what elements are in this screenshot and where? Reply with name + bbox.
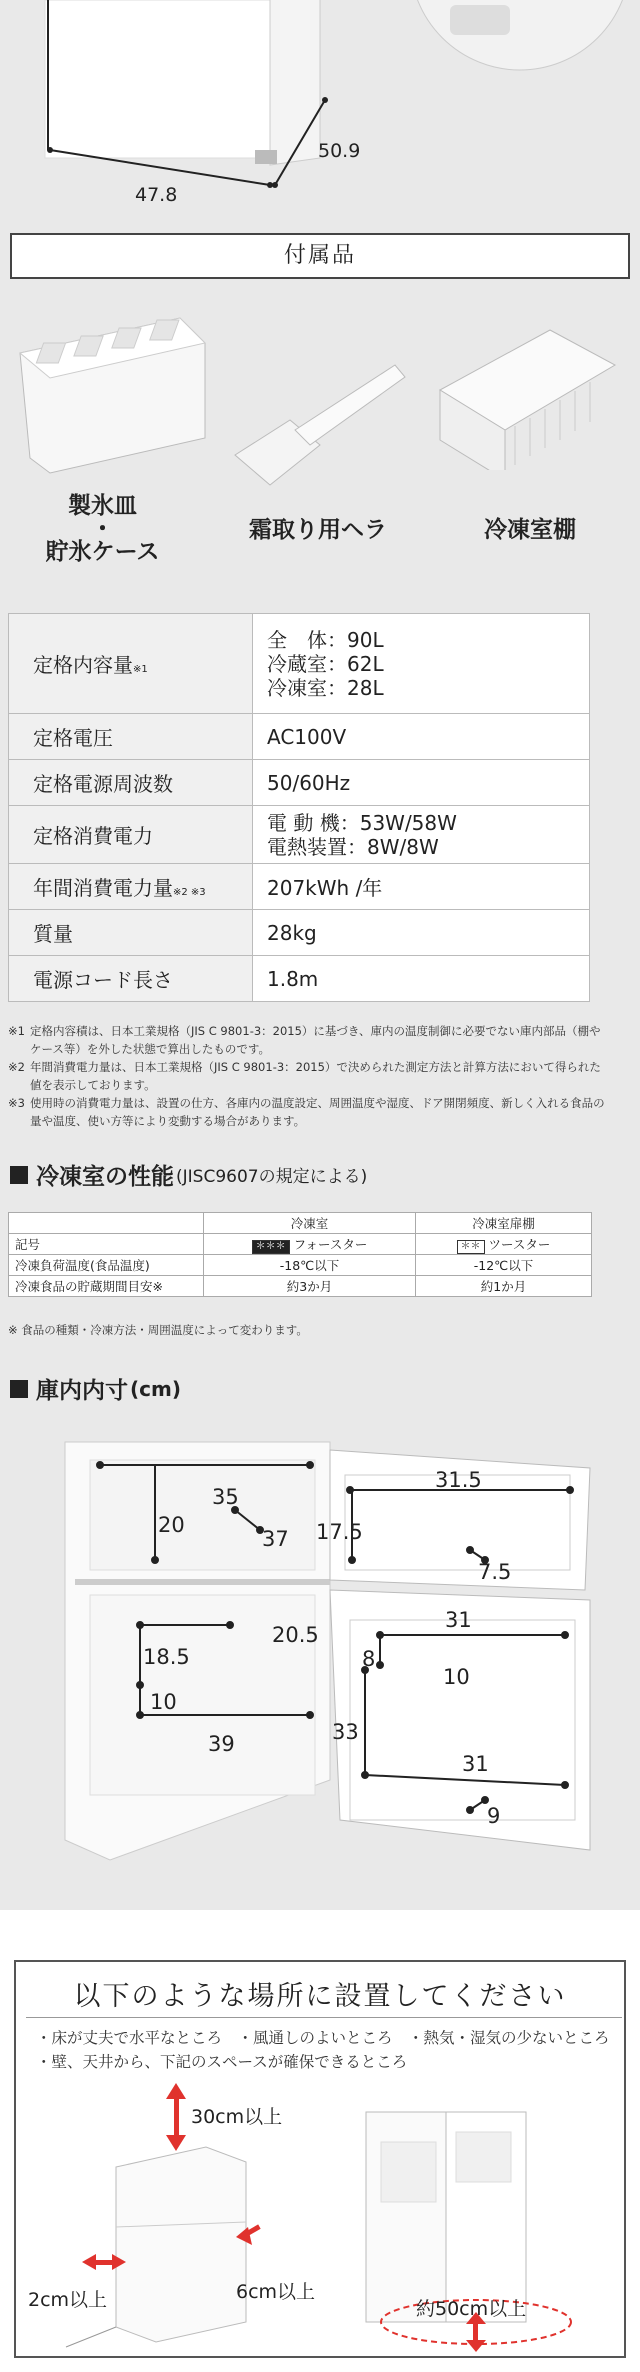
ice-tray-image [10,298,210,478]
dim-freezer-door-height: 17.5 [316,1520,363,1544]
table-row: 記号 ＊＊＊ フォースター ＊＊ ツースター [9,1234,592,1255]
dim-door-pocket-width: 31 [445,1608,472,1632]
scraper-image [230,355,410,505]
four-star-icon: ＊＊＊ [252,1240,290,1254]
spec-value: 207kWh /年 [253,864,590,910]
spec-notes [8,1022,608,1130]
dim-fridge-shelf-width: 20.5 [272,1623,319,1647]
spec-key: 定格消費電力 [9,806,253,864]
spec-value: 28kg [253,910,590,956]
divider [26,2017,622,2018]
right-space-label: 6cm以上 [236,2281,316,2303]
freezer-perf-note: ※ 食品の種類・冷凍方法・周囲温度によって変わります。 [8,1323,308,1337]
accessory-ice-tray-label [20,490,185,568]
width-dimension: 47.8 [135,184,178,206]
dim-door-lower-depth: 9 [487,1804,501,1828]
ice-tray-label-line3: 貯氷ケース [45,539,160,566]
spec-note: ※1 定格内容積は、日本工業規格（JIS C 9801-3：2015）に基づき、庫内の温度制御に必要でない庫内部品（棚やケース等）を外した状態で算出したものです。 [8,1024,601,1056]
spec-table [8,613,590,1002]
left-space-label: 2cm以上 [28,2289,108,2311]
spec-value: 50/60Hz [253,760,590,806]
install-section [0,1910,640,2372]
spec-note: ※3 使用時の消費電力量は、設置の仕方、各庫内の温度設定、周囲温度や湿度、ドア開閉頻度、新しく入れる食品の量や温度、使い方等により変動する場合があります。 [8,1096,605,1128]
dim-freezer-width: 35 [212,1485,239,1509]
dim-fridge-width: 39 [208,1732,235,1756]
spec-key: 定格電圧 [9,714,253,760]
table-row: 冷凍室 冷凍室扉棚 [9,1213,592,1234]
table-row [9,614,590,714]
door-space-label: 約50cm以上 [416,2298,527,2320]
spec-key: 定格電源周波数 [9,760,253,806]
spec-key: 電源コード長さ [9,956,253,1002]
spec-value: 電 動 機：53W/58W 電熱装置：8W/8W [253,806,590,864]
section-square-icon [10,1166,28,1184]
accessories-header: 付属品 [10,233,630,279]
open-fridge-drawing [0,1420,640,1900]
table-row [9,760,590,806]
ice-tray-label-line1: 製氷皿 [68,493,137,519]
dim-door-pocket-depth: 10 [443,1665,470,1689]
top-dimension-drawing [0,0,640,215]
interior-dimension-drawing [0,1420,640,1900]
freezer-shelf-image [430,320,620,470]
table-row [9,806,590,864]
install-condition-2: ・壁、天井から、下記のスペースが確保できるところ [36,2053,408,2071]
table-row [9,910,590,956]
spec-key: 定格内容量※1 [9,614,253,714]
depth-dimension: 50.9 [318,140,361,162]
interior-title: 庫内内寸 (cm) [10,1372,181,1405]
install-condition-1: ・床が丈夫で水平なところ ・風通しのよいところ ・熱気・湿気の少ないところ [36,2029,610,2047]
dim-freezer-depth: 37 [262,1527,289,1551]
dim-freezer-height: 20 [158,1513,185,1537]
dim-door-lower-height: 33 [332,1720,359,1744]
spec-value: 1.8m [253,956,590,1002]
table-row [9,714,590,760]
table-row [9,864,590,910]
install-box [14,1960,626,2358]
freezer-perf-title: 冷凍室の性能 (JISC9607の規定による) [10,1158,367,1191]
accessory-shelf-label: 冷凍室棚 [484,517,576,543]
spec-note: ※2 年間消費電力量は、日本工業規格（JIS C 9801-3：2015）で決められた測定方法と計算方法において得られた値を表示しております。 [8,1060,601,1092]
ice-tray-label-line2: ・ [91,516,114,543]
dim-fridge-lower-height: 10 [150,1690,177,1714]
spec-key: 年間消費電力量※2 ※3 [9,864,253,910]
table-row: 冷凍食品の貯蔵期間目安※ 約3か月 約1か月 [9,1276,592,1297]
accessory-scraper-label: 霜取り用ヘラ [249,517,387,543]
table-row: 冷凍負荷温度(食品温度) -18℃以下 -12℃以下 [9,1255,592,1276]
dim-freezer-door-width: 31.5 [435,1468,482,1492]
install-title: 以下のような場所に設置してください [73,1981,567,2012]
two-star-icon: ＊＊ [457,1240,485,1254]
install-diagram [16,2077,628,2357]
dim-fridge-upper-height: 18.5 [143,1645,190,1669]
dim-freezer-door-depth: 7.5 [478,1560,512,1584]
section-square-icon [10,1380,28,1398]
freezer-perf-table [8,1212,592,1297]
dim-door-pocket-height: 8 [362,1647,376,1671]
spec-value: 全 体：90L 冷蔵室：62L 冷凍室：28L [253,614,590,714]
spec-value: AC100V [253,714,590,760]
top-space-label: 30cm以上 [191,2106,283,2128]
dim-door-lower-width: 31 [462,1752,489,1776]
spec-key: 質量 [9,910,253,956]
table-row [9,956,590,1002]
fridge-outline-drawing [0,0,640,215]
